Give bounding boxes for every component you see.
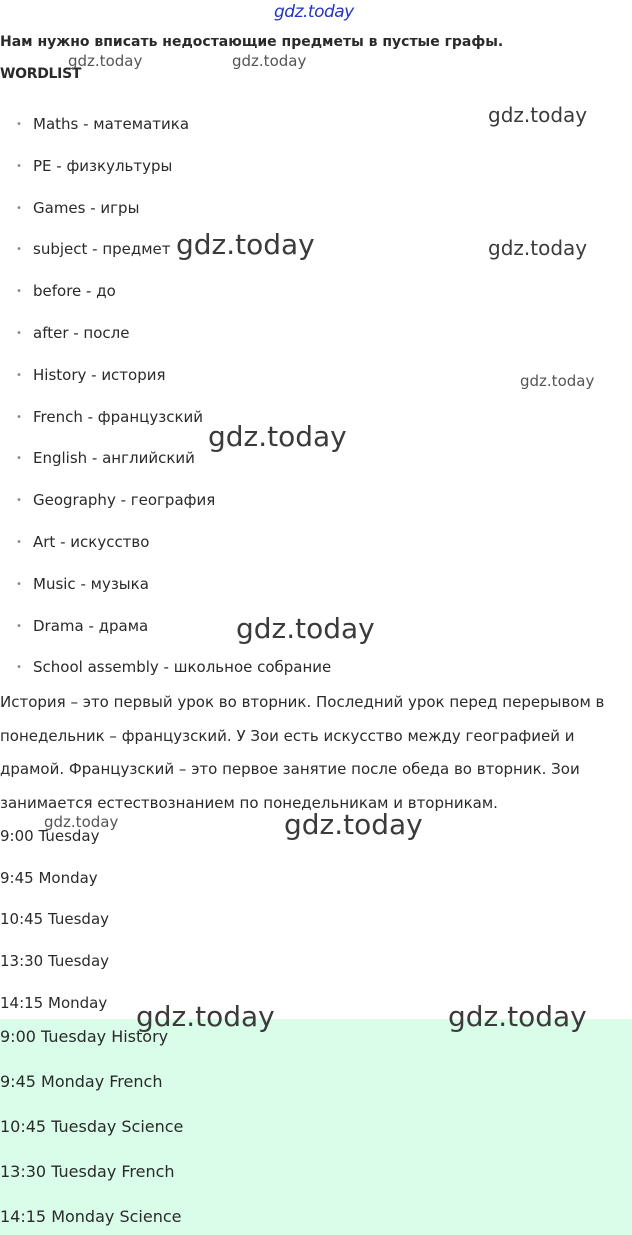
time-slot: 9:00 Tuesday [0, 827, 100, 845]
bullet-icon: • [16, 495, 22, 507]
list-item [0, 522, 331, 564]
watermark: gdz.today [236, 612, 375, 645]
list-item-text: Music - музыка [33, 574, 149, 593]
time-slot: 13:30 Tuesday [0, 952, 110, 971]
watermark: gdz.today [488, 236, 588, 260]
list-item [0, 188, 331, 230]
watermark: gdz.today [520, 372, 595, 390]
list-item [0, 480, 331, 522]
list-item [0, 647, 331, 689]
list-item [0, 271, 331, 313]
answer-block [0, 1019, 632, 1235]
site-logo[interactable]: gdz.today [274, 2, 354, 22]
watermark: gdz.today [232, 52, 307, 70]
list-item-text: French - французский [33, 407, 204, 426]
answer-line: 9:45 Monday French [0, 1072, 163, 1091]
list-item-text: Maths - математика [33, 115, 190, 133]
answer-line: 10:45 Tuesday Science [0, 1117, 184, 1136]
translation-paragraph: История – это первый урок во вторник. Последний урок перед перерывом в понедельник – французский. У Зои есть искусство между географией и драмой. Французский – это первое занятие после обеда во вторник. Зои занимается естествознанием по понедельникам и вторникам. [0, 693, 605, 812]
list-item-text: Drama - драма [33, 616, 149, 635]
time-slot: 14:15 Monday [0, 993, 108, 1012]
list-item-text: Art - искусство [33, 532, 150, 551]
watermark: gdz.today [448, 1000, 587, 1033]
bullet-icon: • [16, 119, 22, 130]
list-item [0, 146, 331, 188]
watermark: gdz.today [284, 808, 423, 841]
watermark: gdz.today [136, 1000, 275, 1033]
list-item-text: English - английский [33, 449, 195, 468]
bullet-icon: • [16, 327, 22, 339]
answer-line: 13:30 Tuesday French [0, 1162, 175, 1181]
list-item-text: Games - игры [33, 198, 140, 217]
watermark: gdz.today [208, 420, 347, 453]
list-item [0, 564, 331, 606]
bullet-icon: • [16, 620, 22, 632]
list-item-text: subject - предмет [33, 240, 171, 259]
watermark: gdz.today [488, 103, 588, 127]
watermark: gdz.today [44, 813, 119, 831]
list-item-text: Geography - география [33, 491, 216, 510]
bullet-icon: • [16, 578, 22, 590]
bullet-icon: • [16, 286, 22, 298]
timetable-list [0, 818, 109, 1026]
list-item-text: History - история [33, 365, 166, 384]
wordlist [0, 104, 331, 689]
bullet-icon: • [16, 411, 22, 423]
bullet-icon: • [16, 160, 22, 172]
watermark: gdz.today [176, 228, 315, 261]
list-item [0, 104, 331, 146]
time-slot: 10:45 Tuesday [0, 910, 110, 929]
bullet-icon: • [16, 369, 22, 381]
list-item-text: after - после [33, 323, 130, 342]
answer-line: 9:00 Tuesday History [0, 1027, 169, 1046]
bullet-icon: • [16, 202, 22, 214]
bullet-icon: • [16, 536, 22, 548]
list-item [0, 313, 331, 355]
wordlist-title: WORDLIST [0, 66, 82, 82]
watermark: gdz.today [68, 52, 143, 70]
list-item [0, 355, 331, 397]
bullet-icon: • [16, 662, 22, 674]
list-item-text: before - до [33, 282, 116, 301]
answer-line: 14:15 Monday Science [0, 1207, 182, 1226]
bullet-icon: • [16, 453, 22, 465]
list-item-text: PE - физкультуры [33, 156, 173, 175]
task-intro: Нам нужно вписать недостающие предметы в пустые графы. [0, 34, 504, 50]
list-item-text: School assembly - школьное собрание [33, 658, 332, 677]
time-slot: 9:45 Monday [0, 868, 98, 887]
bullet-icon: • [16, 244, 22, 256]
